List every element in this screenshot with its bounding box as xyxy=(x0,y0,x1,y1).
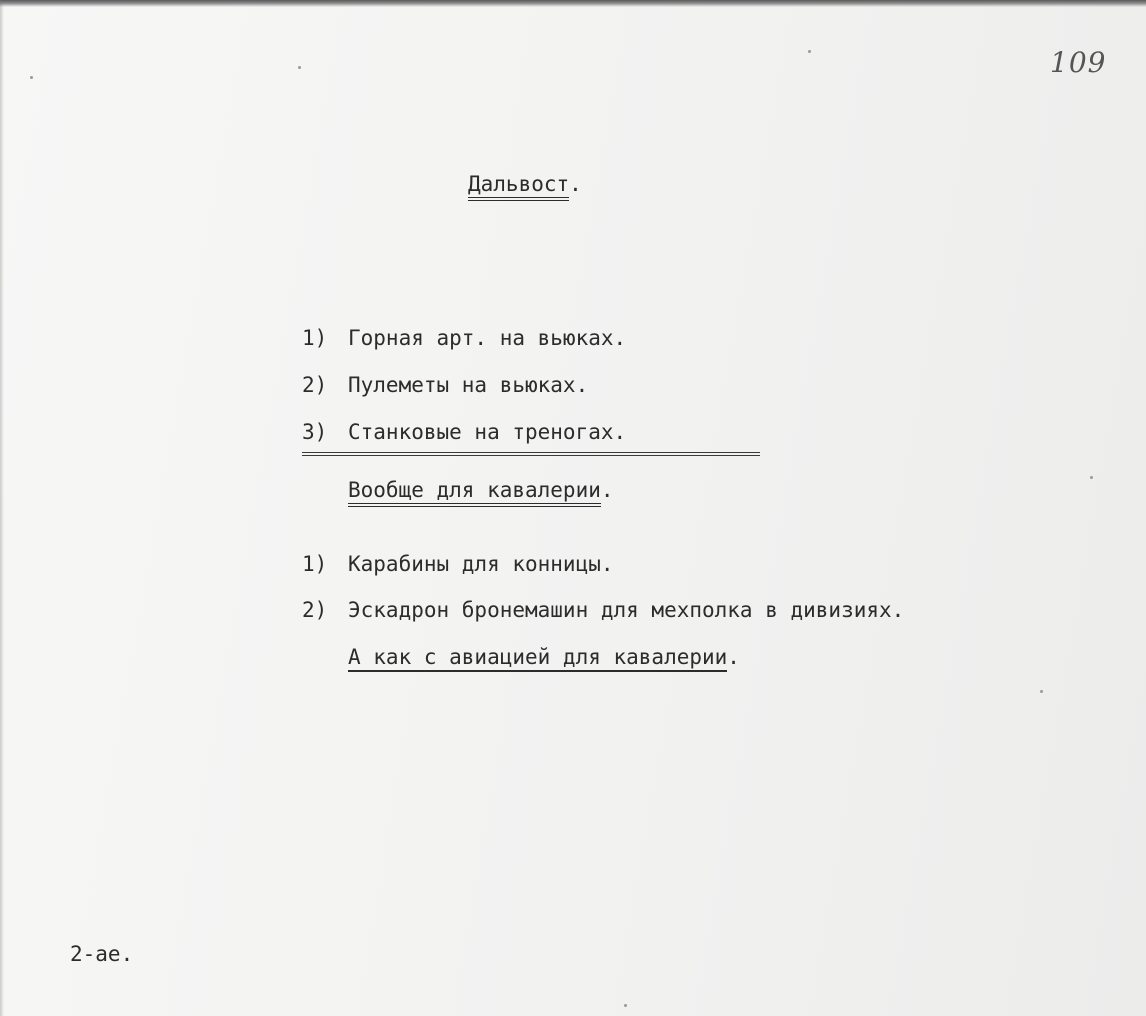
scan-speck xyxy=(1090,476,1093,479)
heading-period: . xyxy=(569,172,582,196)
handwritten-page-number: 109 xyxy=(1050,46,1107,79)
list-item-text: Карабины для конницы. xyxy=(348,552,614,576)
closing-line-period: . xyxy=(727,645,740,669)
scan-left-edge xyxy=(0,0,4,1016)
closing-line-text: А как с авиацией для кавалерии xyxy=(348,645,727,672)
list-item-number: 2) xyxy=(302,598,328,622)
section-heading-text: Вообще для кавалерии xyxy=(348,478,601,507)
list-item xyxy=(302,324,626,352)
scan-speck xyxy=(30,76,33,79)
list-item xyxy=(302,596,904,624)
section-divider-rule xyxy=(302,452,760,456)
list-item-text: Пулеметы на вьюках. xyxy=(348,373,589,397)
closing-line xyxy=(348,643,740,671)
scan-speck xyxy=(808,50,811,53)
list-item-number: 3) xyxy=(302,420,328,444)
list-item xyxy=(302,550,614,578)
list-item xyxy=(302,371,588,399)
scan-top-edge xyxy=(0,0,1146,7)
heading-text: Дальвост xyxy=(468,172,569,201)
section-heading xyxy=(348,476,614,504)
section-heading-period: . xyxy=(600,478,614,502)
list-item-text: Горная арт. на вьюках. xyxy=(348,326,627,350)
scan-speck xyxy=(298,66,301,69)
list-item-number: 1) xyxy=(302,326,328,350)
list-item-number: 2) xyxy=(302,373,328,397)
list-item xyxy=(302,418,626,446)
footer-note: 2-ае. xyxy=(70,942,134,966)
list-item-text: Станковые на треногах. xyxy=(348,420,627,444)
list-item-text: Эскадрон бронемашин для мехполка в дивизиях. xyxy=(348,598,905,622)
list-item-number: 1) xyxy=(302,552,328,576)
scan-speck xyxy=(1040,690,1043,693)
scan-speck xyxy=(624,1004,627,1007)
document-heading xyxy=(468,170,582,198)
